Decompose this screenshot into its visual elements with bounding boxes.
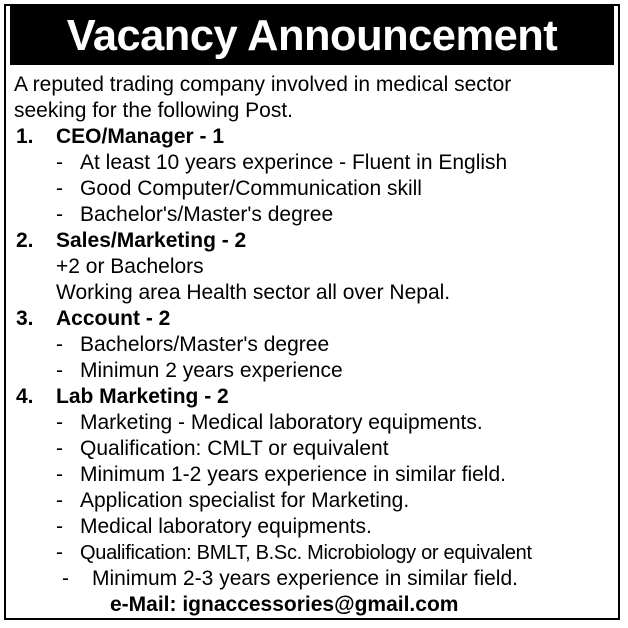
bullet-dash: - — [56, 541, 63, 564]
position-4-bullet-4: Application specialist for Marketing. — [80, 489, 410, 512]
position-4-bullet-3: Minimum 1-2 years experience in similar field. — [80, 463, 506, 486]
contact-email: e-Mail: ignaccessories@gmail.com — [110, 593, 459, 616]
position-4-bullet-1: Marketing - Medical laboratory equipments. — [80, 411, 483, 434]
position-2-title: Sales/Marketing - 2 — [56, 229, 247, 252]
position-4-bullet-7: Minimum 2-3 years experience in similar field. — [92, 567, 518, 590]
position-4-bullet-5: Medical laboratory equipments. — [80, 515, 372, 538]
bullet-dash: - — [56, 515, 63, 538]
position-1-bullet-1: At least 10 years experince - Fluent in English — [80, 151, 508, 174]
page-title: Vacancy Announcement — [10, 6, 614, 65]
bullet-dash: - — [56, 333, 63, 356]
bullet-dash: - — [56, 359, 63, 382]
position-1-title: CEO/Manager - 1 — [56, 125, 225, 148]
position-4-bullet-6: Qualification: BMLT, B.Sc. Microbiology or equivalent — [80, 542, 532, 564]
position-1-bullet-2: Good Computer/Communication skill — [80, 177, 422, 200]
bullet-dash: - — [56, 203, 63, 226]
bullet-dash: - — [56, 489, 63, 512]
position-3-number: 3. — [16, 307, 34, 330]
bullet-dash: - — [56, 151, 63, 174]
intro-line-2: seeking for the following Post. — [14, 99, 293, 122]
intro-line-1: A reputed trading company involved in medical sector — [14, 73, 512, 96]
position-3-bullet-1: Bachelors/Master's degree — [80, 333, 330, 356]
position-2-line-2: Working area Health sector all over Nepal. — [56, 281, 451, 304]
bullet-dash: - — [56, 411, 63, 434]
position-1-bullet-3: Bachelor's/Master's degree — [80, 203, 334, 226]
position-2-number: 2. — [16, 229, 34, 252]
bullet-dash: - — [56, 437, 63, 460]
position-3-title: Account - 2 — [56, 307, 171, 330]
position-4-bullet-2: Qualification: CMLT or equivalent — [80, 437, 389, 460]
position-1-number: 1. — [16, 125, 34, 148]
bullet-dash: - — [56, 463, 63, 486]
position-4-title: Lab Marketing - 2 — [56, 385, 229, 408]
position-4-number: 4. — [16, 385, 34, 408]
bullet-dash: - — [62, 567, 69, 590]
announcement-frame — [4, 4, 620, 620]
position-3-bullet-2: Minimun 2 years experience — [80, 359, 343, 382]
bullet-dash: - — [56, 177, 63, 200]
position-2-line-1: +2 or Bachelors — [56, 255, 204, 278]
